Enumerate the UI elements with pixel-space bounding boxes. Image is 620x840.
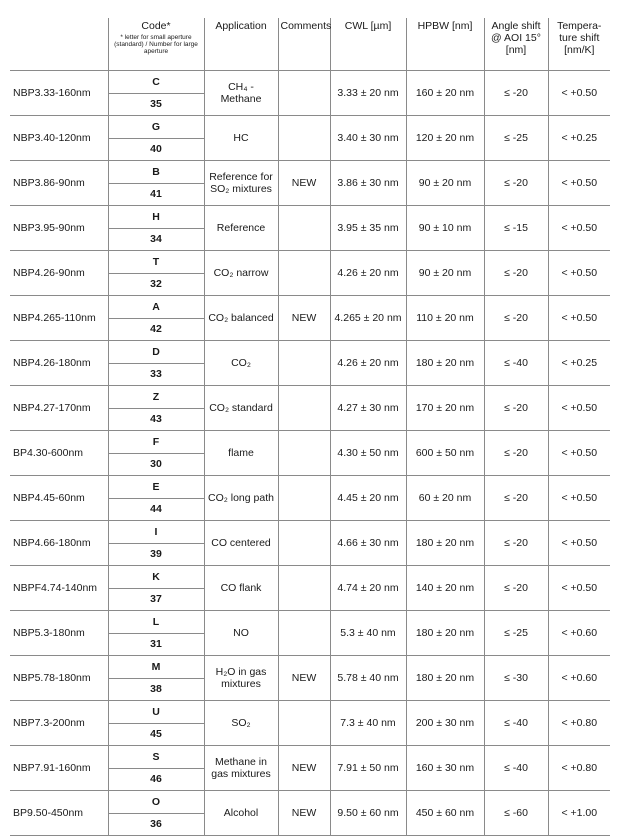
temperature-shift-cell: < +0.50 — [548, 521, 610, 566]
comment-cell: NEW — [278, 656, 330, 701]
code-letter: T — [109, 251, 204, 274]
angle-shift-cell: ≤ -60 — [484, 791, 548, 836]
code-letter: B — [109, 161, 204, 184]
table-header-row — [10, 18, 610, 71]
comment-cell — [278, 521, 330, 566]
comment-cell — [278, 71, 330, 116]
application-cell: CO₂ narrow — [204, 251, 278, 296]
application-cell: Reference — [204, 206, 278, 251]
filter-spec-table — [10, 18, 610, 836]
hpbw-cell: 90 ± 20 nm — [406, 251, 484, 296]
cwl-cell: 4.27 ± 30 nm — [330, 386, 406, 431]
angle-shift-cell: ≤ -30 — [484, 656, 548, 701]
code-cell — [108, 746, 204, 791]
header-name — [10, 18, 108, 71]
code-cell — [108, 701, 204, 746]
code-number: 36 — [150, 818, 162, 831]
application-cell: CO₂ long path — [204, 476, 278, 521]
comment-cell — [278, 386, 330, 431]
hpbw-cell: 600 ± 50 nm — [406, 431, 484, 476]
code-letter: E — [109, 476, 204, 499]
angle-shift-cell: ≤ -20 — [484, 251, 548, 296]
filter-name: NBP4.26-90nm — [10, 251, 108, 296]
code-number: 30 — [150, 458, 162, 471]
code-cell — [108, 476, 204, 521]
comment-cell: NEW — [278, 791, 330, 836]
code-letter: U — [109, 701, 204, 724]
temperature-shift-cell: < +0.60 — [548, 656, 610, 701]
comment-cell: NEW — [278, 746, 330, 791]
filter-name: NBP3.86-90nm — [10, 161, 108, 206]
application-cell: Alcohol — [204, 791, 278, 836]
application-cell: CH₄ - Methane — [204, 71, 278, 116]
hpbw-cell: 450 ± 60 nm — [406, 791, 484, 836]
table-row — [10, 611, 610, 656]
angle-shift-cell: ≤ -15 — [484, 206, 548, 251]
angle-shift-cell: ≤ -20 — [484, 71, 548, 116]
hpbw-cell: 90 ± 10 nm — [406, 206, 484, 251]
table-row — [10, 206, 610, 251]
code-number: 41 — [150, 188, 162, 201]
angle-shift-cell: ≤ -20 — [484, 296, 548, 341]
temperature-shift-cell: < +0.50 — [548, 476, 610, 521]
application-cell: CO centered — [204, 521, 278, 566]
code-letter: G — [109, 116, 204, 139]
comment-cell — [278, 116, 330, 161]
code-number: 44 — [150, 503, 162, 516]
header-code — [108, 18, 204, 71]
code-letter: A — [109, 296, 204, 319]
filter-name: NBP4.26-180nm — [10, 341, 108, 386]
header-angle-shift: Angle shift @ AOI 15° [nm] — [484, 18, 548, 71]
code-cell — [108, 251, 204, 296]
application-cell: HC — [204, 116, 278, 161]
filter-name: NBP3.95-90nm — [10, 206, 108, 251]
table-row — [10, 296, 610, 341]
hpbw-cell: 90 ± 20 nm — [406, 161, 484, 206]
hpbw-cell: 120 ± 20 nm — [406, 116, 484, 161]
comment-cell — [278, 341, 330, 386]
temperature-shift-cell: < +1.00 — [548, 791, 610, 836]
table-row — [10, 791, 610, 836]
cwl-cell: 4.74 ± 20 nm — [330, 566, 406, 611]
table-row — [10, 521, 610, 566]
cwl-cell: 4.45 ± 20 nm — [330, 476, 406, 521]
angle-shift-cell: ≤ -20 — [484, 386, 548, 431]
code-cell — [108, 791, 204, 836]
comment-cell — [278, 701, 330, 746]
table-row — [10, 386, 610, 431]
header-code-note: * letter for small aperture (standard) / Number for large aperture — [114, 34, 198, 55]
table-row — [10, 116, 610, 161]
comment-cell — [278, 251, 330, 296]
application-cell: Reference for SO₂ mixtures — [204, 161, 278, 206]
header-code-label: Code* — [141, 20, 171, 32]
comment-cell — [278, 611, 330, 656]
filter-name: NBPF4.74-140nm — [10, 566, 108, 611]
table-row — [10, 161, 610, 206]
code-cell — [108, 71, 204, 116]
filter-name: NBP7.91-160nm — [10, 746, 108, 791]
temperature-shift-cell: < +0.50 — [548, 206, 610, 251]
code-cell — [108, 386, 204, 431]
cwl-cell: 7.91 ± 50 nm — [330, 746, 406, 791]
code-cell — [108, 296, 204, 341]
code-number: 34 — [150, 233, 162, 246]
table-row — [10, 746, 610, 791]
cwl-cell: 3.86 ± 30 nm — [330, 161, 406, 206]
filter-name: NBP7.3-200nm — [10, 701, 108, 746]
header-temperature-shift: Tempera- ture shift [nm/K] — [548, 18, 610, 71]
code-number: 43 — [150, 413, 162, 426]
cwl-cell: 3.40 ± 30 nm — [330, 116, 406, 161]
code-number: 42 — [150, 323, 162, 336]
angle-shift-cell: ≤ -40 — [484, 341, 548, 386]
hpbw-cell: 200 ± 30 nm — [406, 701, 484, 746]
filter-name: NBP4.45-60nm — [10, 476, 108, 521]
code-cell — [108, 656, 204, 701]
comment-cell — [278, 566, 330, 611]
code-cell — [108, 611, 204, 656]
code-cell — [108, 566, 204, 611]
comment-cell: NEW — [278, 296, 330, 341]
code-cell — [108, 161, 204, 206]
cwl-cell: 4.26 ± 20 nm — [330, 341, 406, 386]
cwl-cell: 7.3 ± 40 nm — [330, 701, 406, 746]
code-number: 32 — [150, 278, 162, 291]
filter-name: NBP5.3-180nm — [10, 611, 108, 656]
code-number: 40 — [150, 143, 162, 156]
code-number: 38 — [150, 683, 162, 696]
hpbw-cell: 170 ± 20 nm — [406, 386, 484, 431]
temperature-shift-cell: < +0.25 — [548, 341, 610, 386]
filter-name: NBP4.27-170nm — [10, 386, 108, 431]
code-letter: H — [109, 206, 204, 229]
comment-cell: NEW — [278, 161, 330, 206]
table-row — [10, 656, 610, 701]
temperature-shift-cell: < +0.50 — [548, 431, 610, 476]
header-cwl: CWL [µm] — [330, 18, 406, 71]
application-cell: SO₂ — [204, 701, 278, 746]
header-hpbw: HPBW [nm] — [406, 18, 484, 71]
comment-cell — [278, 476, 330, 521]
hpbw-cell: 60 ± 20 nm — [406, 476, 484, 521]
code-number: 31 — [150, 638, 162, 651]
application-cell: CO₂ balanced — [204, 296, 278, 341]
comment-cell — [278, 431, 330, 476]
cwl-cell: 5.78 ± 40 nm — [330, 656, 406, 701]
cwl-cell: 3.95 ± 35 nm — [330, 206, 406, 251]
code-letter: I — [109, 521, 204, 544]
temperature-shift-cell: < +0.60 — [548, 611, 610, 656]
temperature-shift-cell: < +0.80 — [548, 701, 610, 746]
angle-shift-cell: ≤ -25 — [484, 611, 548, 656]
table-row — [10, 566, 610, 611]
application-cell: CO₂ standard — [204, 386, 278, 431]
application-cell: CO flank — [204, 566, 278, 611]
cwl-cell: 4.66 ± 30 nm — [330, 521, 406, 566]
application-cell: NO — [204, 611, 278, 656]
code-letter: O — [109, 791, 204, 814]
code-number: 39 — [150, 548, 162, 561]
hpbw-cell: 180 ± 20 nm — [406, 341, 484, 386]
temperature-shift-cell: < +0.80 — [548, 746, 610, 791]
hpbw-cell: 110 ± 20 nm — [406, 296, 484, 341]
code-cell — [108, 206, 204, 251]
filter-name: NBP4.265-110nm — [10, 296, 108, 341]
cwl-cell: 3.33 ± 20 nm — [330, 71, 406, 116]
code-number: 33 — [150, 368, 162, 381]
table-row — [10, 431, 610, 476]
hpbw-cell: 140 ± 20 nm — [406, 566, 484, 611]
table-body — [10, 71, 610, 836]
comment-cell — [278, 206, 330, 251]
code-letter: Z — [109, 386, 204, 409]
temperature-shift-cell: < +0.50 — [548, 386, 610, 431]
filter-name: BP9.50-450nm — [10, 791, 108, 836]
application-cell: Methane in gas mixtures — [204, 746, 278, 791]
angle-shift-cell: ≤ -20 — [484, 476, 548, 521]
table-row — [10, 71, 610, 116]
angle-shift-cell: ≤ -40 — [484, 746, 548, 791]
header-application: Application — [204, 18, 278, 71]
filter-name: NBP3.40-120nm — [10, 116, 108, 161]
code-number: 45 — [150, 728, 162, 741]
code-cell — [108, 341, 204, 386]
table-row — [10, 251, 610, 296]
filter-name: NBP4.66-180nm — [10, 521, 108, 566]
code-letter: C — [109, 71, 204, 94]
code-letter: M — [109, 656, 204, 679]
temperature-shift-cell: < +0.50 — [548, 296, 610, 341]
cwl-cell: 4.26 ± 20 nm — [330, 251, 406, 296]
angle-shift-cell: ≤ -40 — [484, 701, 548, 746]
temperature-shift-cell: < +0.50 — [548, 566, 610, 611]
temperature-shift-cell: < +0.25 — [548, 116, 610, 161]
application-cell: H₂O in gas mixtures — [204, 656, 278, 701]
code-letter: D — [109, 341, 204, 364]
code-cell — [108, 521, 204, 566]
code-cell — [108, 431, 204, 476]
filter-name: BP4.30-600nm — [10, 431, 108, 476]
application-cell: CO₂ — [204, 341, 278, 386]
code-number: 35 — [150, 98, 162, 111]
angle-shift-cell: ≤ -20 — [484, 566, 548, 611]
code-letter: S — [109, 746, 204, 769]
table-row — [10, 476, 610, 521]
angle-shift-cell: ≤ -25 — [484, 116, 548, 161]
hpbw-cell: 160 ± 30 nm — [406, 746, 484, 791]
temperature-shift-cell: < +0.50 — [548, 161, 610, 206]
filter-name: NBP5.78-180nm — [10, 656, 108, 701]
code-letter: F — [109, 431, 204, 454]
hpbw-cell: 180 ± 20 nm — [406, 611, 484, 656]
code-cell — [108, 116, 204, 161]
code-letter: K — [109, 566, 204, 589]
code-number: 37 — [150, 593, 162, 606]
angle-shift-cell: ≤ -20 — [484, 521, 548, 566]
code-letter: L — [109, 611, 204, 634]
angle-shift-cell: ≤ -20 — [484, 161, 548, 206]
code-number: 46 — [150, 773, 162, 786]
angle-shift-cell: ≤ -20 — [484, 431, 548, 476]
header-comments: Comments — [278, 18, 330, 71]
cwl-cell: 9.50 ± 60 nm — [330, 791, 406, 836]
hpbw-cell: 180 ± 20 nm — [406, 521, 484, 566]
table-row — [10, 701, 610, 746]
temperature-shift-cell: < +0.50 — [548, 251, 610, 296]
cwl-cell: 4.265 ± 20 nm — [330, 296, 406, 341]
hpbw-cell: 180 ± 20 nm — [406, 656, 484, 701]
application-cell: flame — [204, 431, 278, 476]
filter-name: NBP3.33-160nm — [10, 71, 108, 116]
temperature-shift-cell: < +0.50 — [548, 71, 610, 116]
cwl-cell: 5.3 ± 40 nm — [330, 611, 406, 656]
hpbw-cell: 160 ± 20 nm — [406, 71, 484, 116]
table-row — [10, 341, 610, 386]
cwl-cell: 4.30 ± 50 nm — [330, 431, 406, 476]
